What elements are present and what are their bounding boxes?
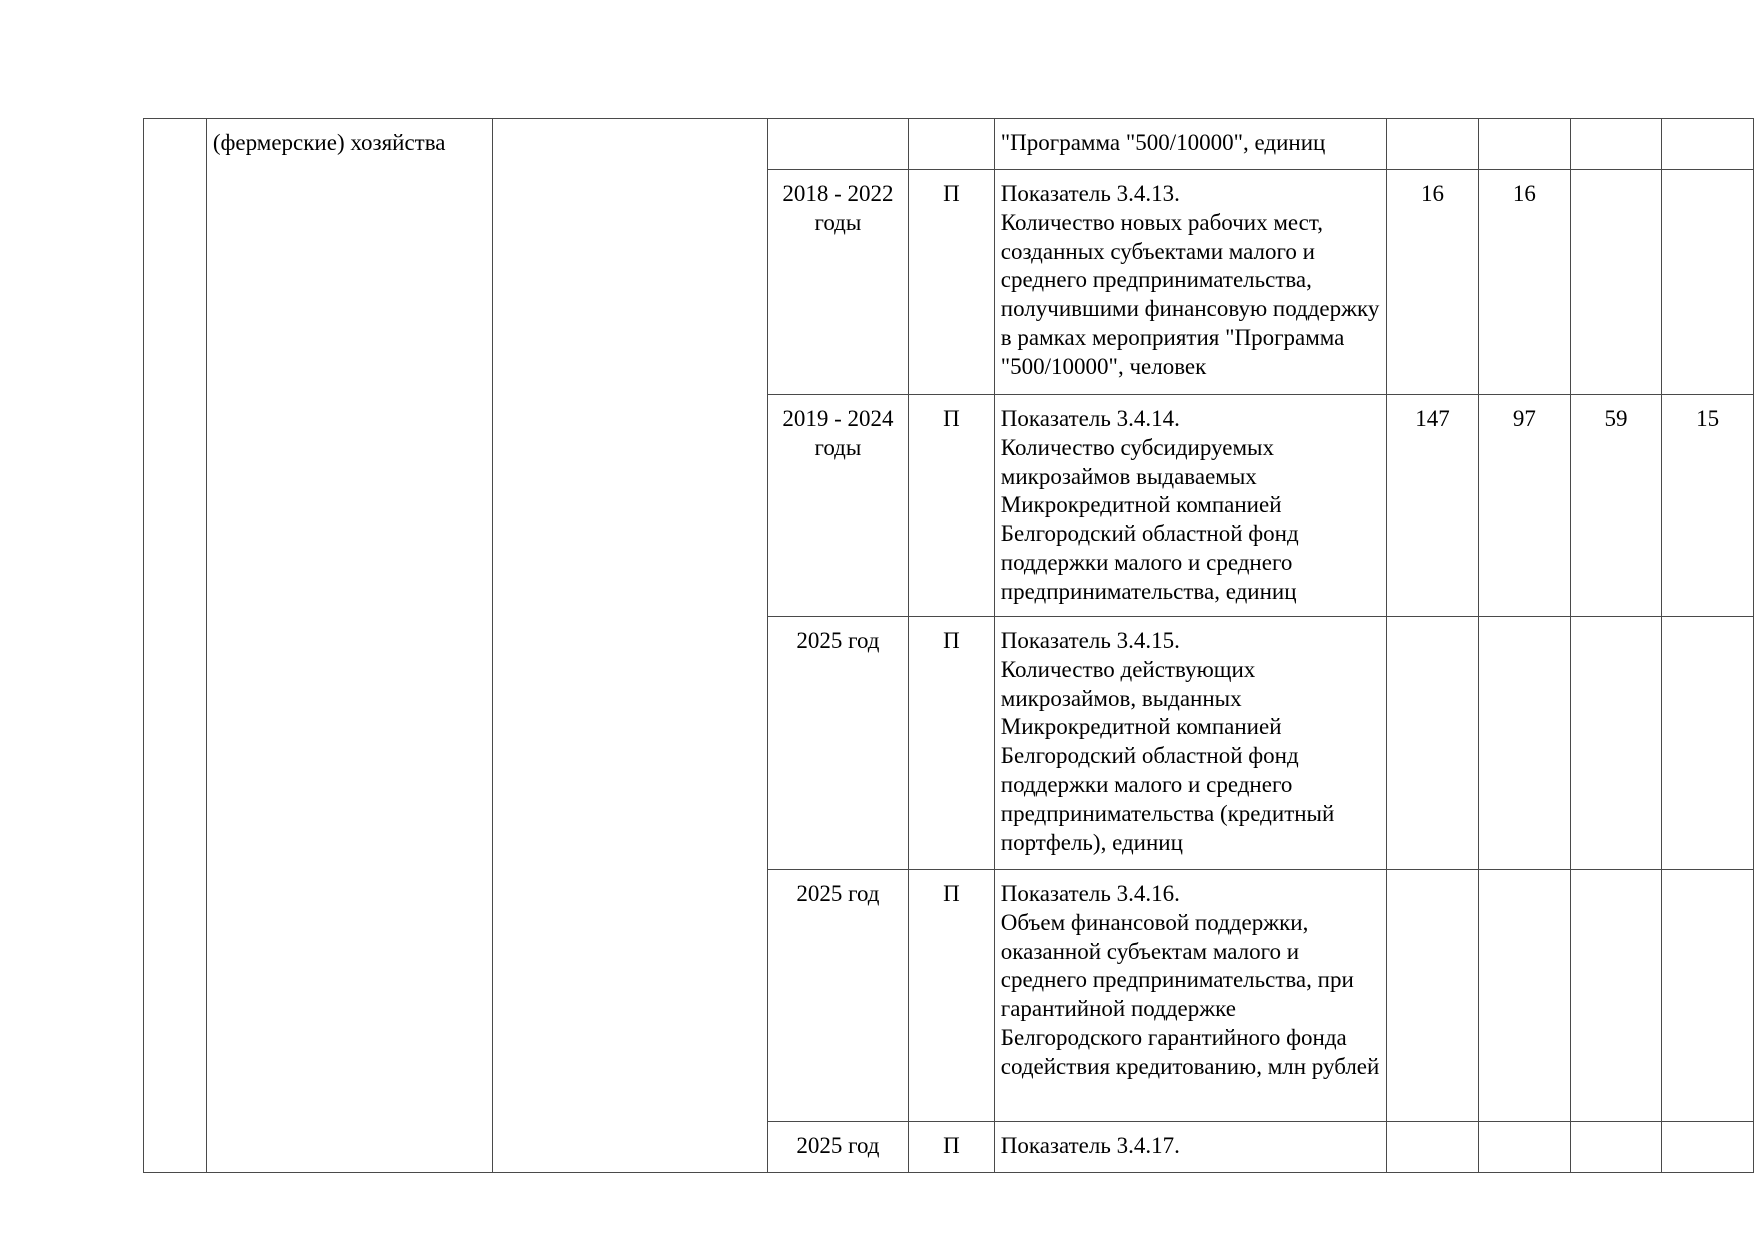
indicator-text: Количество субсидируемых микрозаймов выдаваемых Микрокредитной компанией Белгородский областной фонд поддержки малого и среднего предпринимательства, единиц [1000,434,1299,604]
period-cell: 2019 - 2024 годы [767,395,909,617]
value-cell [1570,870,1662,1122]
indicator-title: Показатель 3.4.14. [1000,406,1180,431]
entity-name-cell: (фермерские) хозяйства [206,119,492,1173]
value-cell: 59 [1570,395,1662,617]
period-cell: 2025 год [767,617,909,870]
period-cell: 2025 год [767,1122,909,1173]
row-number-cell [144,119,207,1173]
value-cell [1479,617,1571,870]
value-cell: 16 [1386,170,1478,395]
indicator-cell [994,395,1386,617]
value-cell: 147 [1386,395,1478,617]
value-cell [1479,1122,1571,1173]
value-cell [1386,119,1478,170]
indicator-text: Объем финансовой поддержки, оказанной субъектам малого и среднего предпринимательства, при гарантийной поддержке Белгородского гарантийного фонда содействия кредитованию, млн рублей [1000,909,1380,1079]
value-cell: 16 [1479,170,1571,395]
indicators-table [143,118,1754,1173]
indicator-text: Количество действующих микрозаймов, выданных Микрокредитной компанией Белгородский областной фонд поддержки малого и среднего предпринимательства (кредитный портфель), единиц [1000,656,1335,855]
indicator-text: "Программа "500/10000", единиц [1000,130,1326,155]
indicator-cell [994,617,1386,870]
indicator-cell [994,170,1386,395]
indicator-title: Показатель 3.4.16. [1000,881,1180,906]
value-cell [1479,870,1571,1122]
type-cell: П [909,617,995,870]
value-cell [1386,617,1478,870]
value-cell: 97 [1479,395,1571,617]
type-cell [909,119,995,170]
type-cell: П [909,395,995,617]
indicator-cell [994,119,1386,170]
indicator-title: Показатель 3.4.13. [1000,181,1180,206]
value-cell [1662,170,1754,395]
indicator-title: Показатель 3.4.17. [1000,1133,1180,1158]
value-cell [1570,170,1662,395]
value-cell [1386,870,1478,1122]
period-cell: 2018 - 2022 годы [767,170,909,395]
indicator-text: Количество новых рабочих мест, созданных субъектами малого и среднего предпринимательства, получившими финансовую поддержку в рамках мероприятия "Программа "500/10000", человек [1000,209,1380,379]
table-row [144,119,1754,170]
indicator-cell [994,1122,1386,1173]
type-cell: П [909,1122,995,1173]
type-cell: П [909,870,995,1122]
value-cell [1662,1122,1754,1173]
value-cell [1662,119,1754,170]
responsible-cell [492,119,767,1173]
value-cell [1570,617,1662,870]
period-cell [767,119,909,170]
value-cell [1570,119,1662,170]
value-cell [1662,870,1754,1122]
value-cell [1386,1122,1478,1173]
value-cell: 15 [1662,395,1754,617]
indicator-cell [994,870,1386,1122]
value-cell [1570,1122,1662,1173]
value-cell [1479,119,1571,170]
indicator-title: Показатель 3.4.15. [1000,628,1180,653]
value-cell [1662,617,1754,870]
period-cell: 2025 год [767,870,909,1122]
type-cell: П [909,170,995,395]
